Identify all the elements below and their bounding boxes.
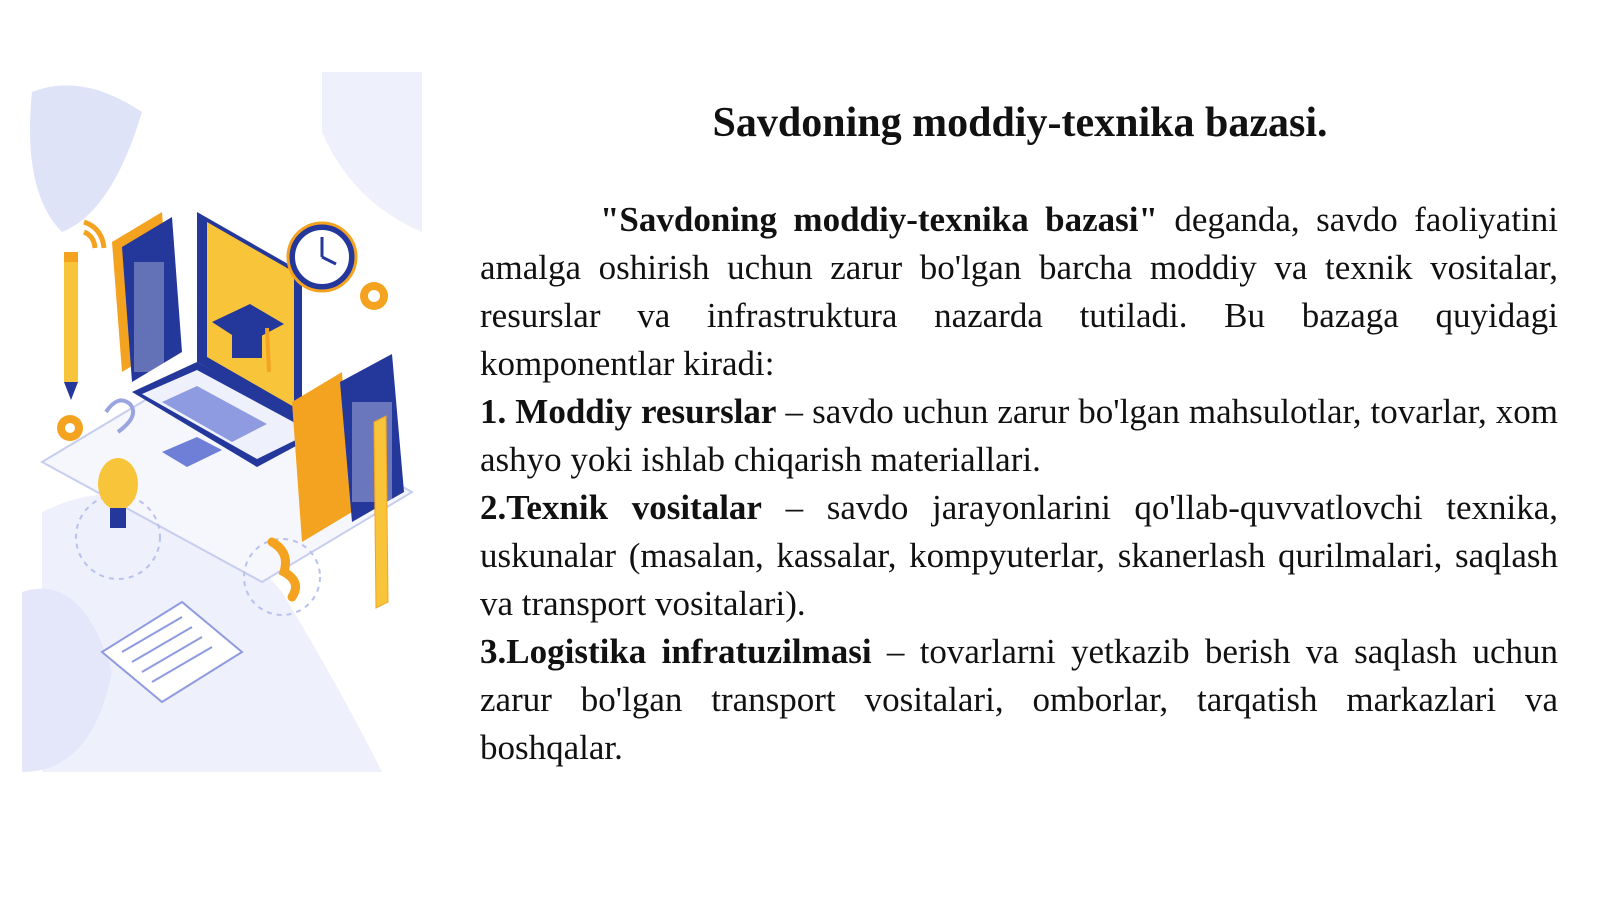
list-item bbox=[480, 484, 1558, 628]
list-item bbox=[480, 628, 1558, 772]
item-term: 3.Logistika infratuzilmasi bbox=[480, 632, 872, 671]
item-text: – savdo uchun zarur bo'lgan mahsulotlar, tovarlar, xom ashyo yoki ishlab chiqarish materiallari. bbox=[480, 392, 1558, 479]
item-text: – savdo jarayonlarini qo'llab-quvvatlovchi texnika, uskunalar (masalan, kassalar, kompyuterlar, skanerlash qurilmalari, saqlash va transport vositalari). bbox=[480, 488, 1558, 623]
clock-icon bbox=[288, 223, 356, 291]
education-illustration bbox=[22, 72, 430, 792]
list-item bbox=[480, 388, 1558, 484]
slide-body bbox=[480, 196, 1558, 772]
books-icon bbox=[112, 212, 182, 382]
pencil-icon bbox=[64, 252, 78, 400]
intro-term: "Savdoning moddiy-texnika bazasi" bbox=[600, 200, 1158, 239]
wifi-icon bbox=[84, 222, 104, 248]
item-term: 1. Moddiy resurslar bbox=[480, 392, 777, 431]
ruler-icon bbox=[374, 416, 388, 608]
item-text: – tovarlarni yetkazib berish va saqlash uchun zarur bo'lgan transport vositalari, omborlar, tarqatish markazlari va boshqalar. bbox=[480, 632, 1558, 767]
item-term: 2.Texnik vositalar bbox=[480, 488, 762, 527]
intro-paragraph bbox=[480, 196, 1558, 388]
intro-text: deganda, savdo faoliyatini amalga oshirish uchun zarur bo'lgan barcha moddiy va texnik vositalar, resurslar va infrastruktura nazarda tutiladi. Bu bazaga quyidagi komponentlar kiradi: bbox=[480, 200, 1558, 383]
slide-title: Savdoning moddiy-texnika bazasi. bbox=[712, 100, 1328, 146]
